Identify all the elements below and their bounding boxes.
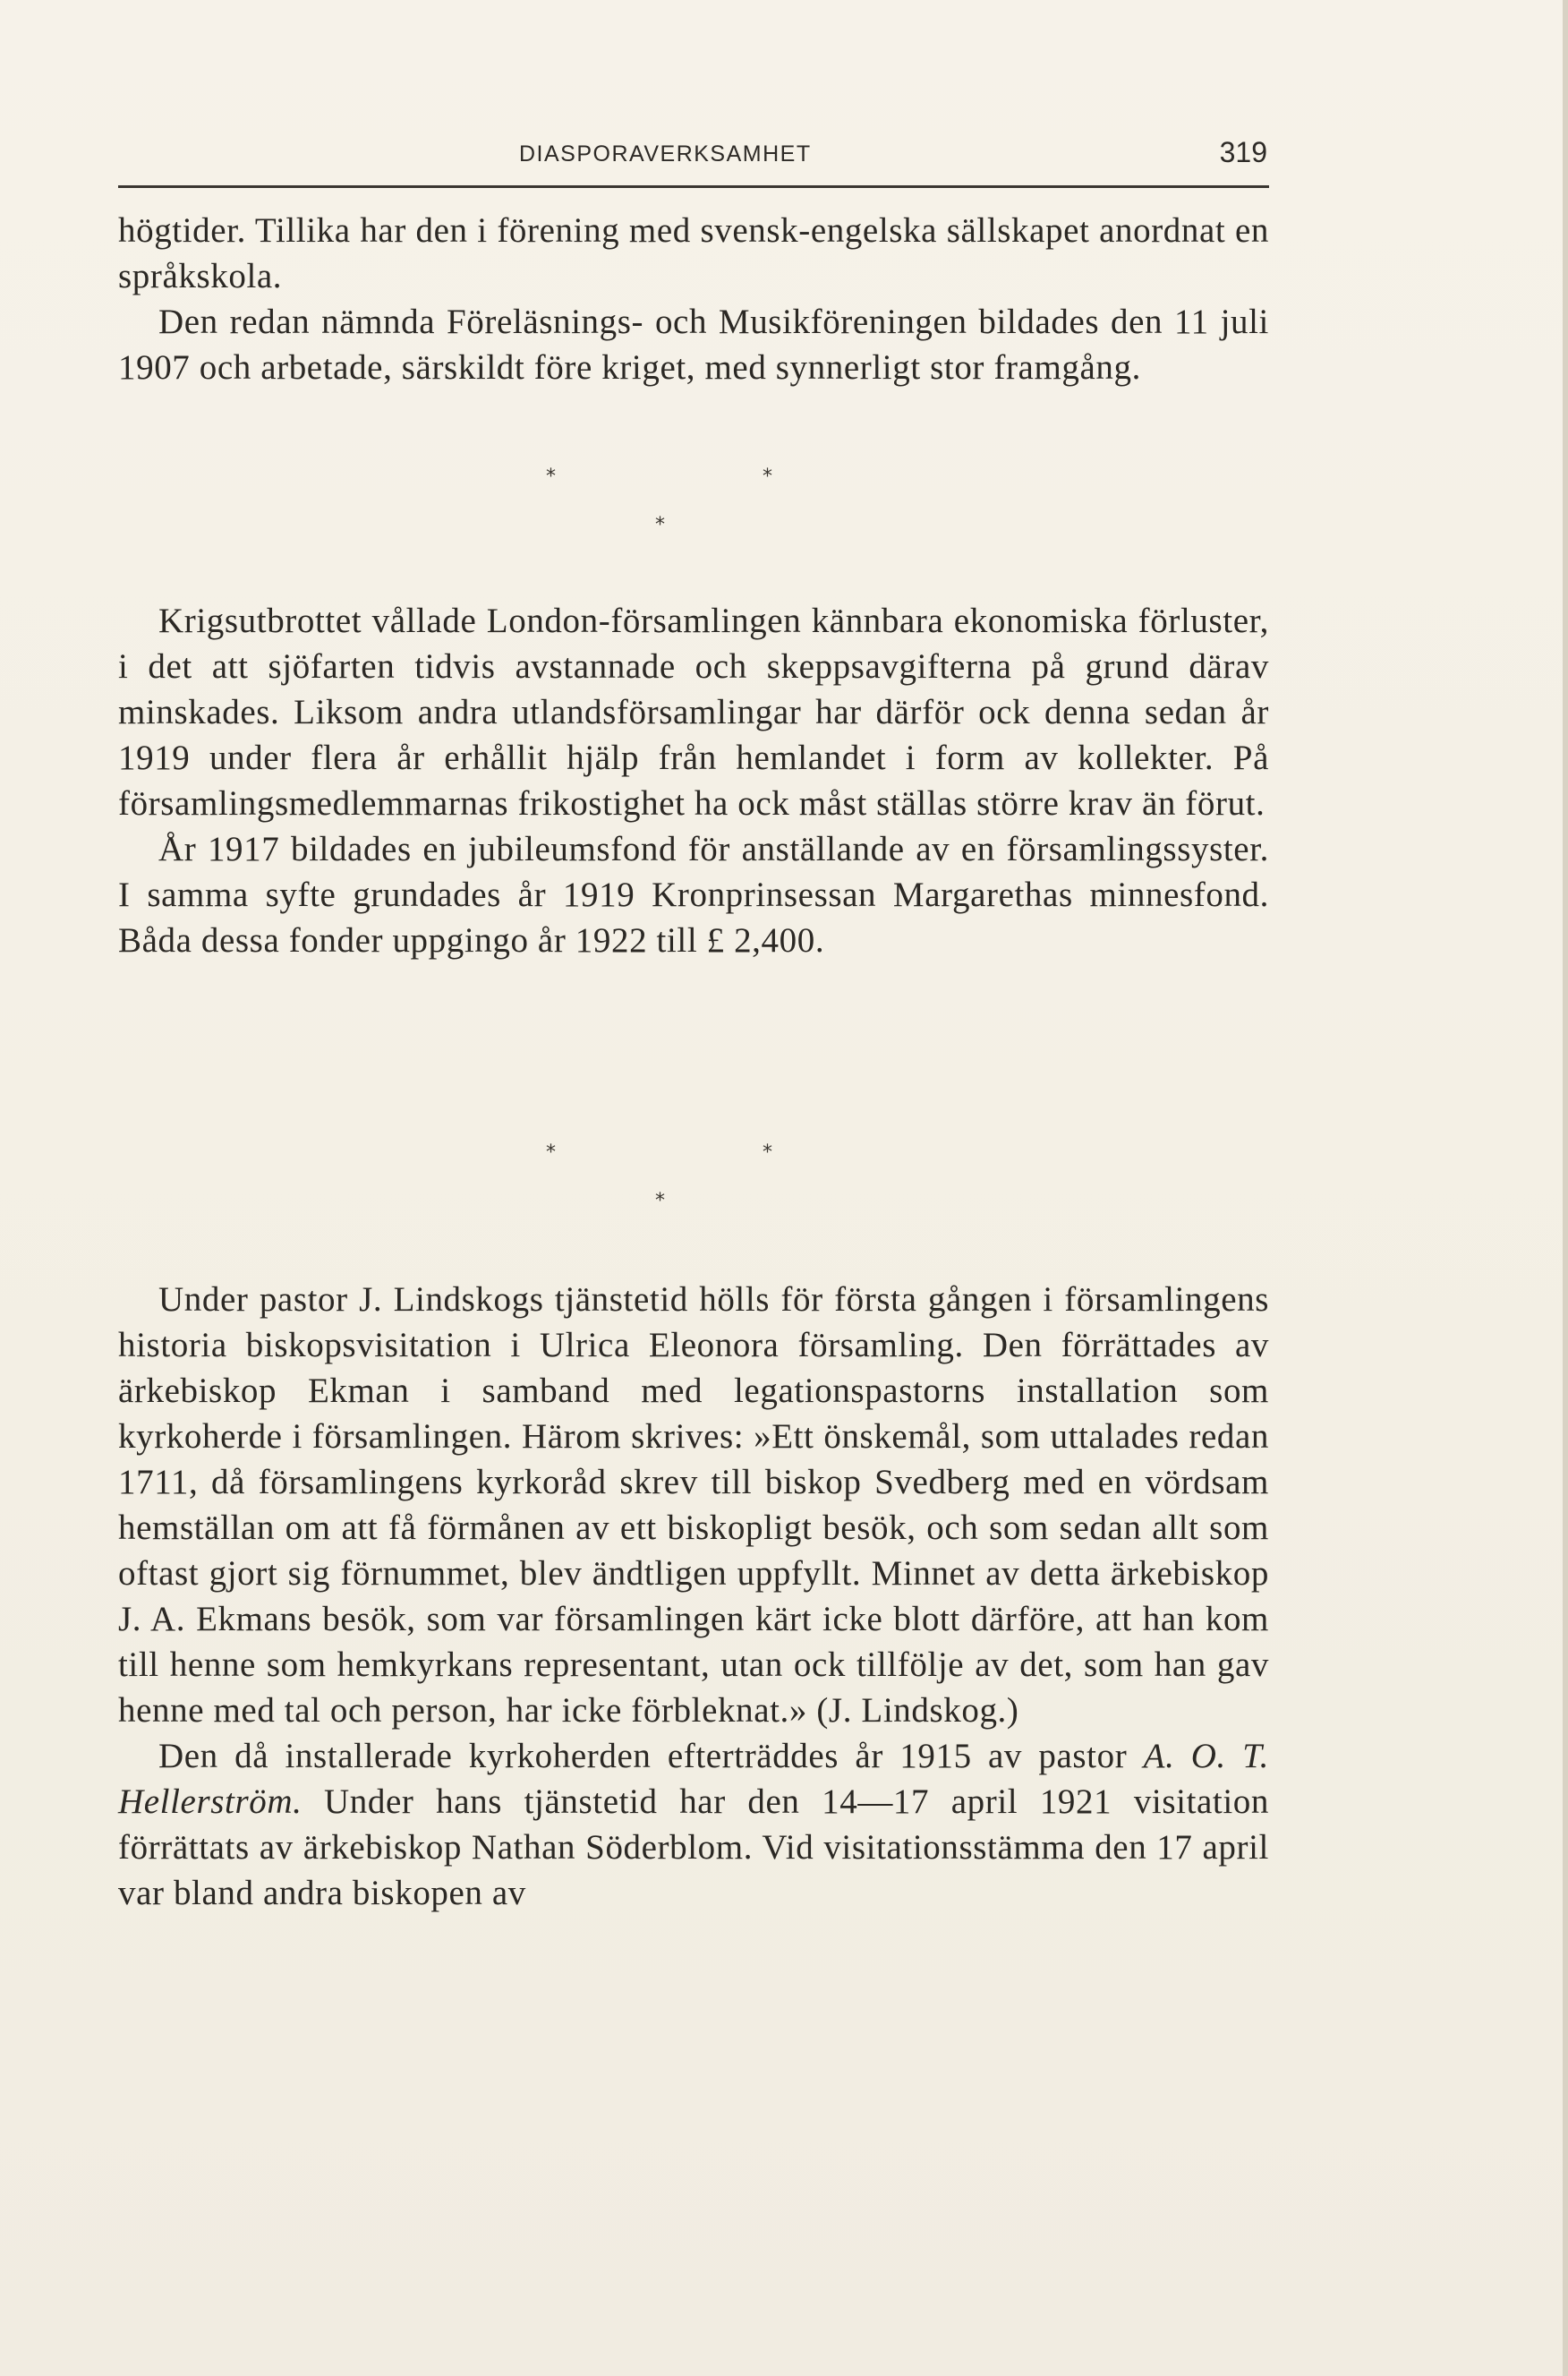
asterism-star: *: [763, 466, 772, 488]
text-run: Under hans tjänstetid har den 14—17 april 1921 visitation förrättats av ärkebiskop Nathan Söderblom. Vid visitationsstämma den 17 april var bland andra biskopen av: [118, 1782, 1269, 1912]
paragraph: Den redan nämnda Föreläsnings- och Musikföreningen bildades den 11 juli 1907 och arbetade, särskildt före kriget, med synnerligt stor framgång.: [118, 303, 1269, 387]
paragraph: högtider. Tillika har den i förening med svensk-engelska sällskapet anordnat en språkskola.: [118, 211, 1269, 295]
paragraph: Under pastor J. Lindskogs tjänstetid hölls för första gången i församlingens historia biskopsvisitation i Ulrica Eleonora församling. Den förrättades av ärkebiskop Ekman i samband med legationspastorns installation som kyrkoherde i församlingen. Härom skrives: »Ett önskemål, som uttalades redan 1711, då församlingens kyrkoråd skrev till biskop Svedberg med en vördsam hemställan om att få förmånen av ett biskopligt besök, och som sedan allt som oftast gjort sig förnummet, blev ändtligen uppfyllt. Minnet av detta ärkebiskop J. A. Ekmans besök, som var församlingen kärt icke blott därföre, att han kom till henne som hemkyrkans representant, utan ock tillfölje av det, som han gav henne med tal och person, har icke förbleknat.» (J. Lindskog.): [118, 1280, 1269, 1730]
asterism-star: *: [763, 1141, 772, 1164]
paragraph: [118, 1733, 1269, 1916]
section-2: [118, 598, 1269, 963]
pastor-name: A. O. T. Hellerström.: [118, 1737, 1269, 1821]
text-run: Den då installerade kyrkoherden efterträddes år 1915 av pastor: [158, 1737, 1144, 1775]
asterism-star: *: [655, 514, 665, 536]
running-header: [118, 134, 1269, 188]
asterism-star: *: [655, 1190, 665, 1212]
asterism-star: *: [546, 1141, 556, 1164]
running-title: DIASPORAVERKSAMHET: [519, 141, 812, 167]
section-3: [118, 1277, 1269, 1916]
asterism-star: *: [546, 466, 556, 488]
page-number: 319: [1219, 136, 1267, 168]
paragraph: Krigsutbrottet vållade London-församlingen kännbara ekonomiska förluster, i det att sjöfarten tidvis avstannade och skeppsavgifterna på grund därav minskades. Liksom andra utlandsförsamlingar har därför ock denna sedan år 1919 under flera år erhållit hjälp från hemlandet i form av kollekter. På församlingsmedlemmarnas frikostighet ha ock måst ställas större krav än förut.: [118, 602, 1269, 823]
section-1: [118, 208, 1269, 390]
header-rule: [118, 185, 1269, 188]
section-separator: [118, 1141, 1269, 1240]
section-separator: [118, 466, 1269, 564]
page-edge: [1563, 0, 1568, 2376]
paragraph: År 1917 bildades en jubileumsfond för anställande av en församlingssyster. I samma syfte grundades år 1919 Kronprinsessan Margarethas minnesfond. Båda dessa fonder uppgingo år 1922 till £ 2,400.: [118, 830, 1269, 960]
